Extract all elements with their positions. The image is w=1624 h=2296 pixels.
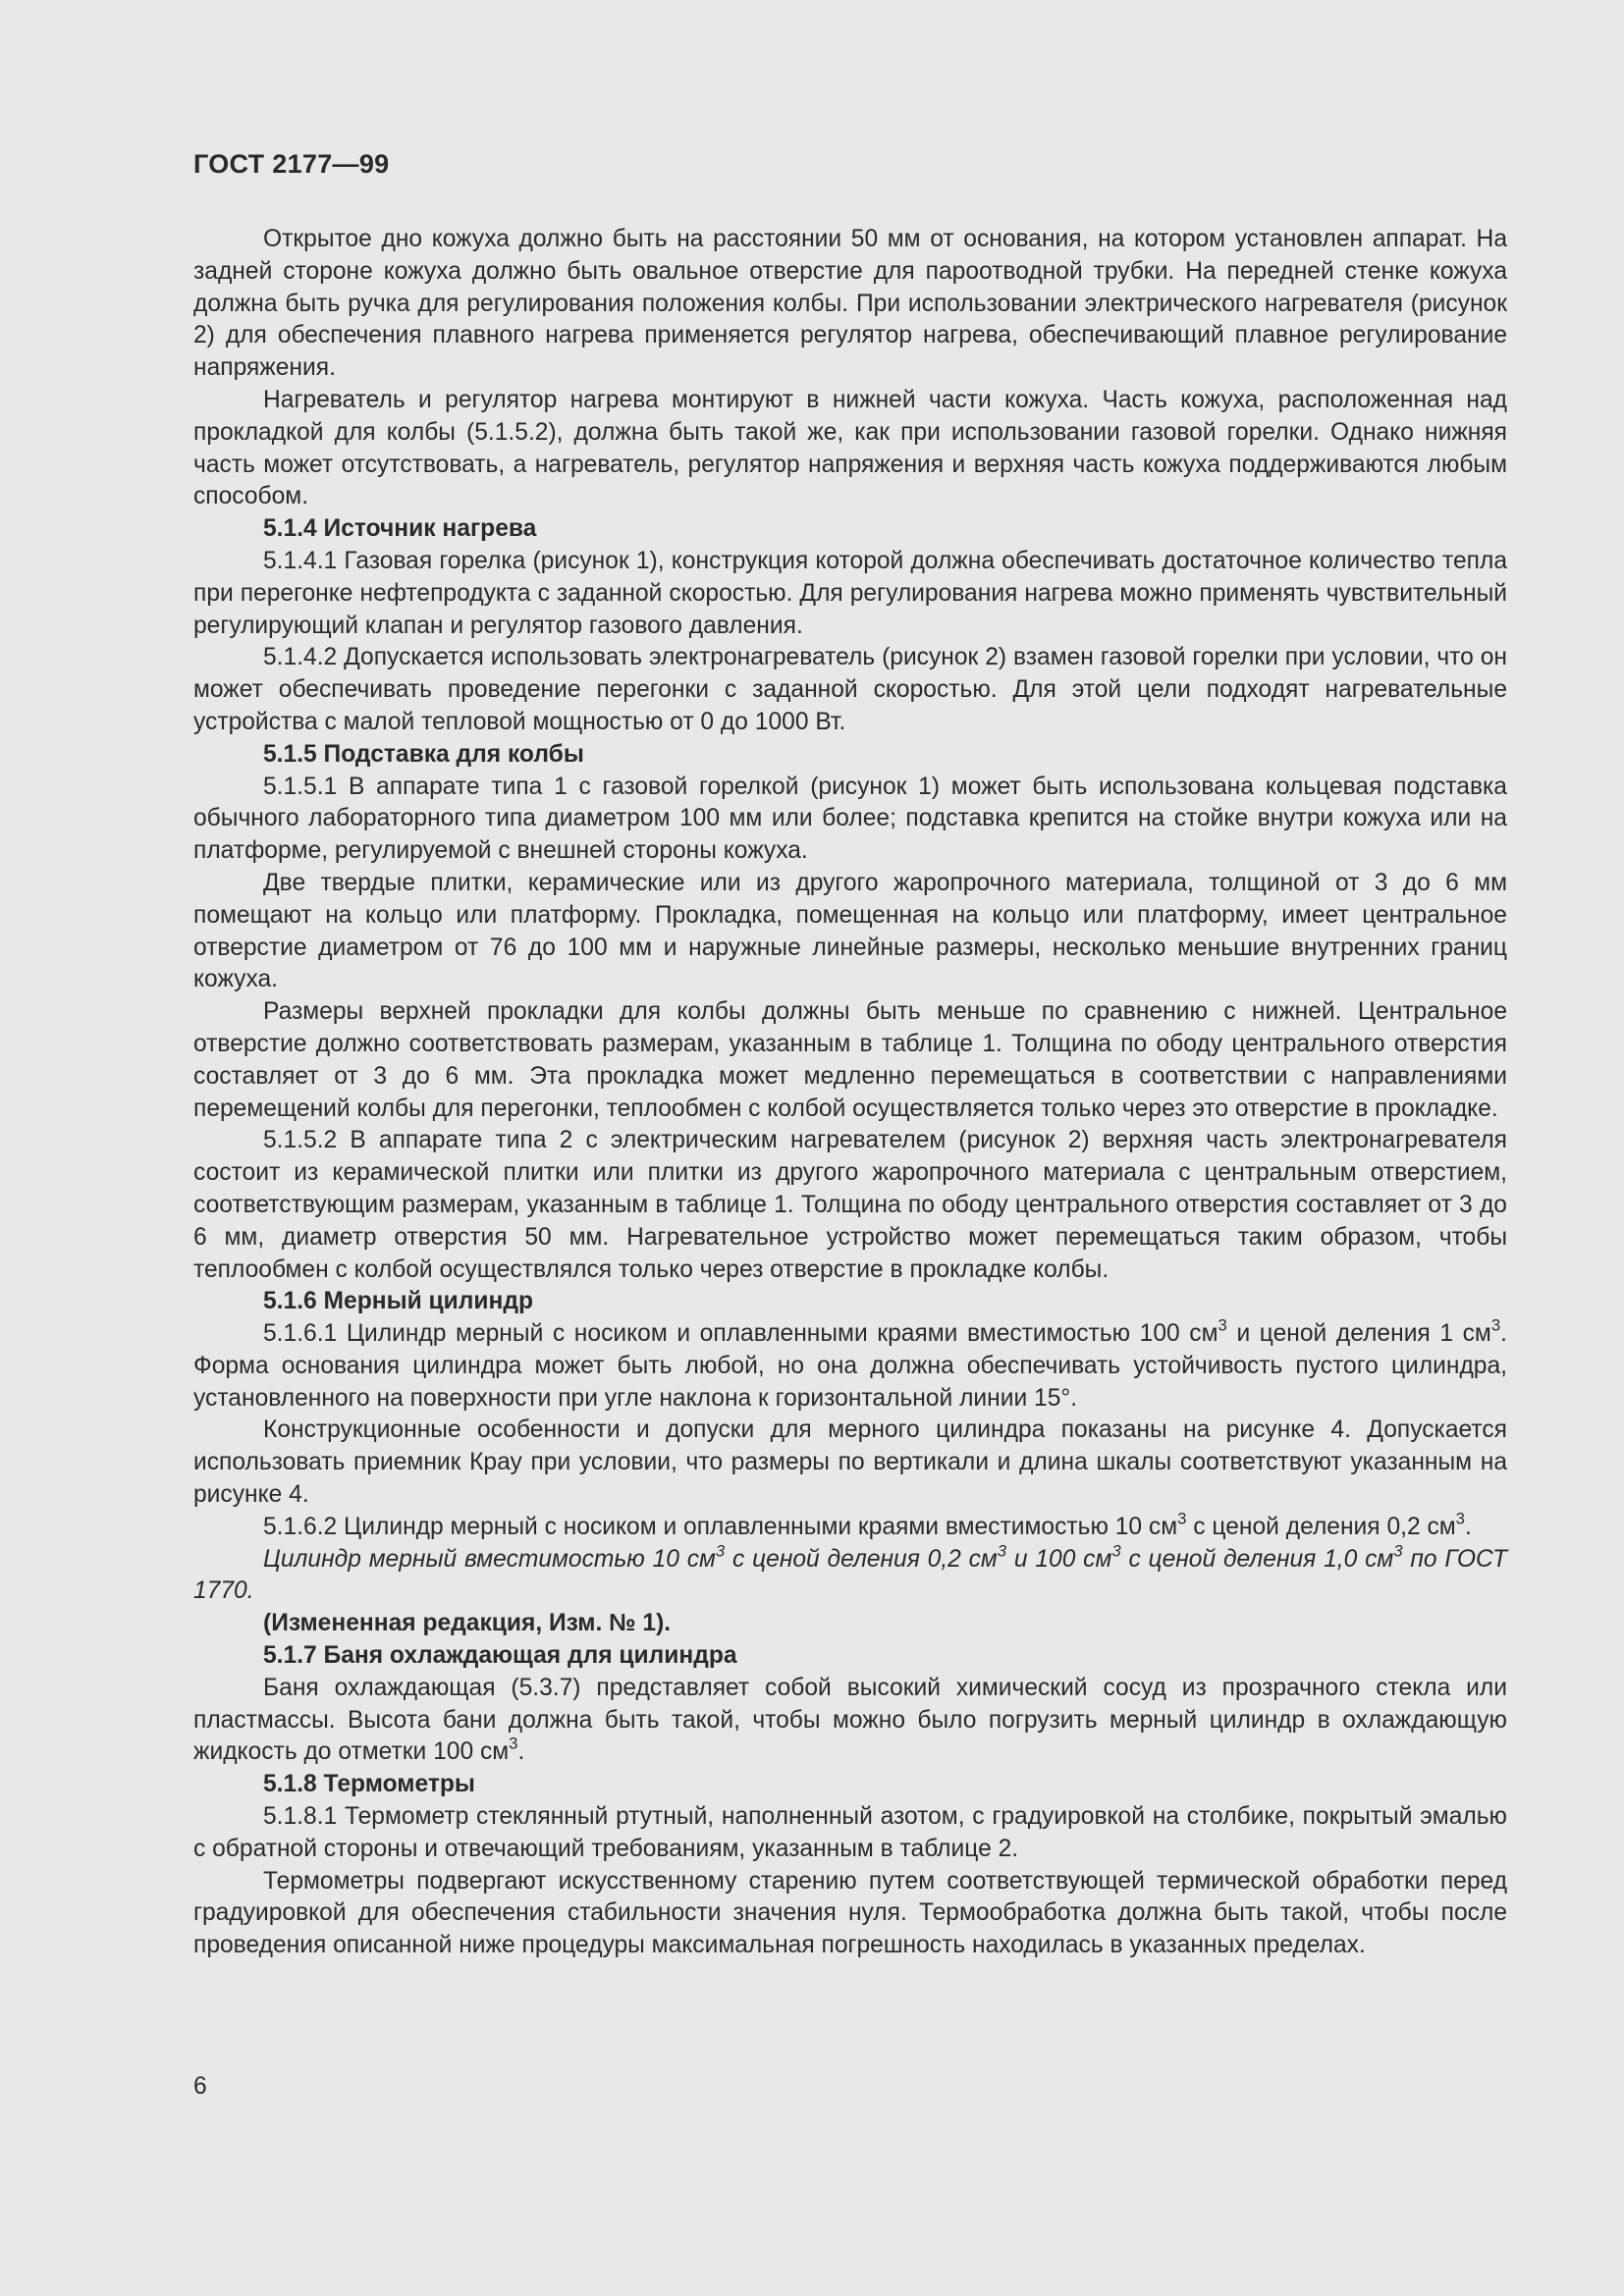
section-heading: 5.1.5 Подставка для колбы — [263, 740, 584, 768]
superscript-3: 3 — [509, 1735, 518, 1754]
paragraph: Открытое дно кожуха должно быть на расстоянии 50 мм от основания, на котором установлен аппарат. На задней стороне кожуха должно быть овальное отверстие для пароотводной трубки. На передней стенке кожуха должна быть ручка для регулирования положения колбы. При использовании электрического нагревателя (рисунок 2) для обеспечения плавного нагрева применяется регулятор нагрева, обеспечивающий плавное регулирование напряжения. — [193, 226, 1507, 382]
paragraph: Две твердые плитки, керамические или из другого жаропрочного материала, толщиной от 3 до 6 мм помещают на кольцо или платформу. Прокладка, помещенная на кольцо или платформу, имеет центральное отверстие диаметром от 76 до 100 мм и наружные линейные размеры, несколько меньшие внутренних границ кожуха. — [193, 869, 1507, 993]
paragraph: Нагреватель и регулятор нагрева монтируют в нижней части кожуха. Часть кожуха, расположенная над прокладкой для колбы (5.1.5.2), должна быть такой же, как при использовании газовой горелки. Однако нижняя часть может отсутствовать, а нагреватель, регулятор напряжения и верхняя часть кожуха поддерживаются любым способом. — [193, 386, 1507, 510]
amendment-note: (Измененная редакция, Изм. № 1). — [263, 1610, 672, 1637]
section-heading: 5.1.6 Мерный цилиндр — [263, 1288, 533, 1315]
superscript-3: 3 — [1455, 1509, 1465, 1528]
paragraph: Размеры верхней прокладки для колбы должны быть меньше по сравнению с нижней. Центральное отверстие должно соответствовать размерам, указанным в таблице 1. Толщина по ободу центрального отверстия составляет от 3 до 6 мм. Эта прокладка может медленно перемещаться в соответствии с направлениями перемещений колбы для перегонки, теплообмен с колбой осуществляется только через это отверстие в прокладке. — [193, 998, 1507, 1122]
paragraph: 5.1.4.1 Газовая горелка (рисунок 1), конструкция которой должна обеспечивать достаточное количество тепла при перегонке нефтепродукта с заданной скоростью. Для регулирования нагрева можно применять чувствительный регулирующий клапан и регулятор газового давления. — [193, 547, 1507, 639]
paragraph: 5.1.6.1 Цилиндр мерный с носиком и оплавленными краями вместимостью 100 $см^3$ и ценой деления 1 $см^3$. Форма основания цилиндра может быть любой, но она должна обеспечивать устойчивость пустого цилиндра, установленного на поверхности при угле наклона к горизонтальной линии 15°. — [193, 1315, 1507, 1412]
superscript-3: 3 — [1111, 1541, 1121, 1561]
superscript-3: 3 — [1393, 1541, 1403, 1561]
superscript-3: 3 — [1218, 1315, 1227, 1335]
paragraph: Баня охлаждающая (5.3.7) представляет собой высокий химический сосуд из прозрачного стекла или пластмассы. Высота бани должна быть такой, чтобы можно было погрузить мерный цилиндр в охлаждающую жидкость до отметки 100 $см^3$. — [193, 1674, 1507, 1766]
document-body — [193, 224, 1507, 1962]
paragraph: Конструкционные особенности и допуски для мерного цилиндра показаны на рисунке 4. Допускается использовать приемник Крау при условии, что размеры по вертикали и длина шкалы соответствуют указанным на рисунке 4. — [193, 1416, 1507, 1509]
paragraph: 5.1.6.2 Цилиндр мерный с носиком и оплавленными краями вместимостью 10 $см^3$ с ценой деления 0,2 $см^3$. — [263, 1509, 1472, 1540]
section-heading: 5.1.8 Термометры — [263, 1771, 475, 1798]
section-heading: 5.1.7 Баня охлаждающая для цилиндра — [263, 1642, 737, 1670]
paragraph: 5.1.8.1 Термометр стеклянный ртутный, наполненный азотом, с градуировкой на столбике, покрытый эмалью с обратной стороны и отвечающий требованиям, указанным в таблице 2. — [193, 1803, 1507, 1862]
paragraph: Термометры подвергают искусственному старению путем соответствующей термической обработки перед градуировкой для обеспечения стабильности значения нуля. Термообработка должна быть такой, чтобы после проведения описанной ниже процедуры максимальная погрешность находилась в указанных пределах. — [193, 1867, 1507, 1959]
page-number: 6 — [193, 2073, 207, 2100]
paragraph: 5.1.4.2 Допускается использовать электронагреватель (рисунок 2) взамен газовой горелки при условии, что он может обеспечивать проведение перегонки с заданной скоростью. Для этой цели подходят нагревательные устройства с малой тепловой мощностью от 0 до 1000 Вт. — [193, 644, 1507, 735]
superscript-3: 3 — [1177, 1509, 1187, 1528]
superscript-3: 3 — [997, 1541, 1007, 1561]
italic-note: Цилиндр мерный вместимостью 10 $см^3$ с ценой деления 0,2 $см^3$ и 100 $см^3$ с ценой деления 1,0 $см^3$ по ГОСТ 1770. — [193, 1541, 1507, 1605]
document-header: ГОСТ 2177—99 — [193, 149, 390, 179]
paragraph: 5.1.5.2 В аппарате типа 2 с электрическим нагревателем (рисунок 2) верхняя часть электронагревателя состоит из керамической плитки или плитки из другого жаропрочного материала с центральным отверстием, соответствующим размерам, указанным в таблице 1. Толщина по ободу центрального отверстия составляет от 3 до 6 мм, диаметр отверстия 50 мм. Нагревательное устройство может перемещаться таким образом, чтобы теплообмен с колбой осуществлялся только через отверстие в прокладке колбы. — [193, 1127, 1507, 1283]
paragraph: 5.1.5.1 В аппарате типа 1 с газовой горелкой (рисунок 1) может быть использована кольцевая подставка обычного лабораторного типа диаметром 100 мм или более; подставка крепится на стойке внутри кожуха или на платформе, регулируемой с внешней стороны кожуха. — [193, 773, 1507, 865]
superscript-3: 3 — [715, 1541, 726, 1561]
superscript-3: 3 — [1490, 1315, 1501, 1335]
section-heading: 5.1.4 Источник нагрева — [263, 515, 537, 543]
